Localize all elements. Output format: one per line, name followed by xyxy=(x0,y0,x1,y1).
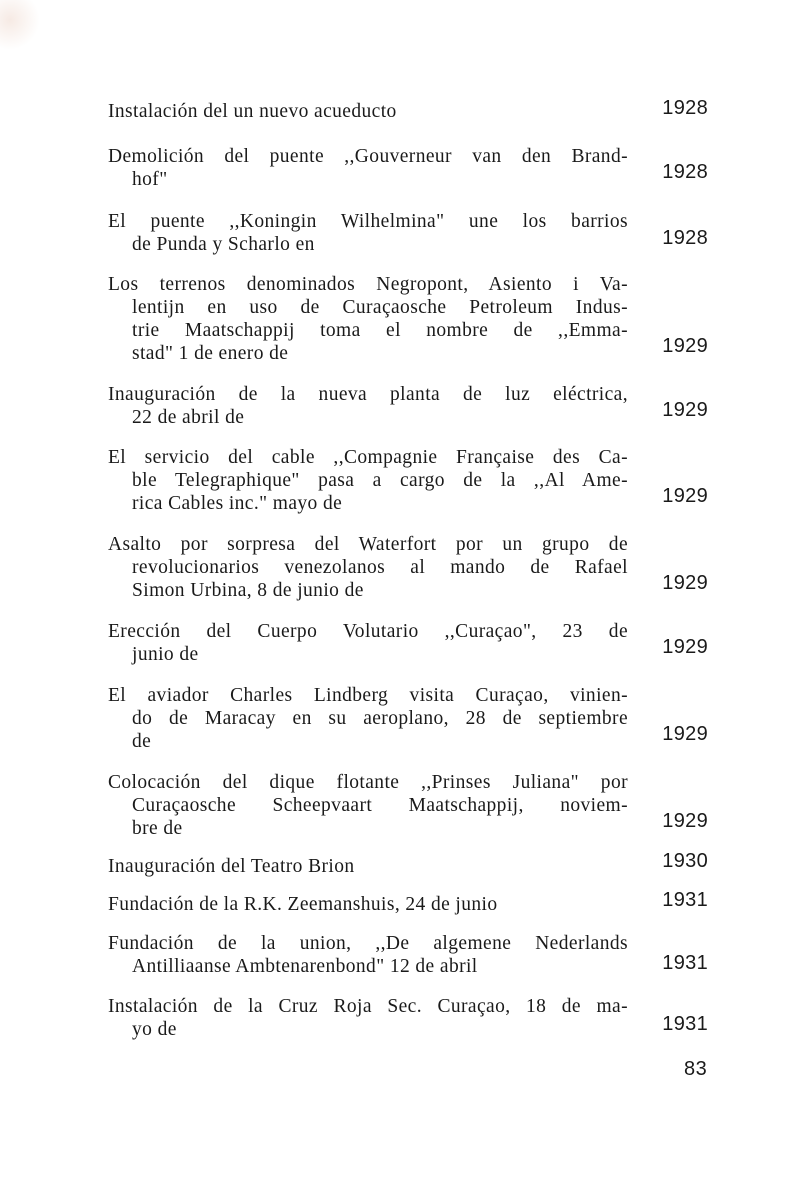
entry-text xyxy=(108,893,628,916)
chronology-entry xyxy=(108,771,708,840)
entry-line: junio de xyxy=(132,644,199,665)
chronology-entry xyxy=(108,932,708,978)
chronology-entry xyxy=(108,145,708,191)
chronology-entry xyxy=(108,273,708,365)
entry-line: Instalación de la Cruz Roja Sec. Curaçao, 18 de ma- xyxy=(108,996,628,1017)
entry-text xyxy=(108,446,628,515)
chronology-entry xyxy=(108,210,708,256)
entry-line: Erección del Cuerpo Volutario ,,Curaçao", 23 de xyxy=(108,621,628,642)
chronology-entry xyxy=(108,889,708,916)
entry-line: El aviador Charles Lindberg visita Curaçao, vinien- xyxy=(108,685,628,706)
entry-line: Asalto por sorpresa del Waterfort por un grupo de xyxy=(108,534,628,555)
entry-text xyxy=(108,533,628,602)
chronology-entry xyxy=(108,383,708,429)
entry-text xyxy=(108,210,628,256)
chronology-entry xyxy=(108,620,708,666)
chronology-entry xyxy=(108,97,708,123)
entry-line: do de Maracay en su aeroplano, 28 de septiembre xyxy=(132,708,628,729)
entry-text xyxy=(108,383,628,429)
chronology-entry xyxy=(108,446,708,515)
entry-text xyxy=(108,684,628,753)
entry-year: 1929 xyxy=(662,723,708,745)
entry-line: Simon Urbina, 8 de junio de xyxy=(132,580,364,601)
entry-line: hof" xyxy=(132,169,168,190)
entry-line: Los terrenos denominados Negropont, Asiento i Va- xyxy=(108,274,628,295)
entry-line: de Punda y Scharlo en xyxy=(132,234,315,255)
entry-year: 1928 xyxy=(662,97,708,119)
entry-line: ble Telegraphique" pasa a cargo de la ,,Al Ame- xyxy=(132,470,628,491)
chronology-entry xyxy=(108,995,708,1041)
chronology-entry xyxy=(108,684,708,753)
entry-year: 1931 xyxy=(662,889,708,911)
entry-year: 1929 xyxy=(662,810,708,832)
entry-line: Demolición del puente ,,Gouverneur van den Brand- xyxy=(108,146,628,167)
entry-line: Antilliaanse Ambtenarenbond" 12 de abril xyxy=(132,956,478,977)
entry-line: lentijn en uso de Curaçaosche Petroleum Indus- xyxy=(132,297,628,318)
entry-text xyxy=(108,620,628,666)
entry-line: Curaçaosche Scheepvaart Maatschappij, noviem- xyxy=(132,795,628,816)
entry-line: 22 de abril de xyxy=(132,407,245,428)
entry-line: Fundación de la union, ,,De algemene Nederlands xyxy=(108,933,628,954)
entry-text xyxy=(108,100,628,123)
entry-year: 1929 xyxy=(662,335,708,357)
entry-line: Instalación del un nuevo acueducto xyxy=(108,101,397,122)
entry-year: 1931 xyxy=(662,952,708,974)
entry-text xyxy=(108,771,628,840)
entry-line: revolucionarios venezolanos al mando de Rafael xyxy=(132,557,628,578)
entry-year: 1929 xyxy=(662,572,708,594)
scan-stain xyxy=(0,0,40,50)
page-number: 83 xyxy=(684,1058,708,1080)
entry-year: 1928 xyxy=(662,227,708,249)
entry-line: Colocación del dique flotante ,,Prinses Juliana" por xyxy=(108,772,628,793)
entry-year: 1928 xyxy=(662,161,708,183)
entry-line: yo de xyxy=(132,1019,177,1040)
entry-text xyxy=(108,995,628,1041)
entry-year: 1929 xyxy=(662,485,708,507)
entry-line: stad" 1 de enero de xyxy=(132,343,289,364)
entry-line: Inauguración del Teatro Brion xyxy=(108,856,355,877)
entry-year: 1929 xyxy=(662,399,708,421)
entry-line: Fundación de la R.K. Zeemanshuis, 24 de junio xyxy=(108,894,498,915)
entry-text xyxy=(108,145,628,191)
entry-line: Inauguración de la nueva planta de luz eléctrica, xyxy=(108,384,628,405)
entry-line: El puente ,,Koningin Wilhelmina" une los barrios xyxy=(108,211,628,232)
entry-line: El servicio del cable ,,Compagnie Française des Ca- xyxy=(108,447,628,468)
entry-line: rica Cables inc." mayo de xyxy=(132,493,343,514)
entry-text xyxy=(108,855,628,878)
entry-line: bre de xyxy=(132,818,183,839)
entry-text xyxy=(108,273,628,365)
entry-year: 1931 xyxy=(662,1013,708,1035)
entry-year: 1930 xyxy=(662,850,708,872)
entry-year: 1929 xyxy=(662,636,708,658)
entry-line: trie Maatschappij toma el nombre de ,,Emma- xyxy=(132,320,628,341)
chronology-entry xyxy=(108,533,708,602)
chronology-entry xyxy=(108,850,708,878)
entry-line: de xyxy=(132,731,152,752)
entry-text xyxy=(108,932,628,978)
